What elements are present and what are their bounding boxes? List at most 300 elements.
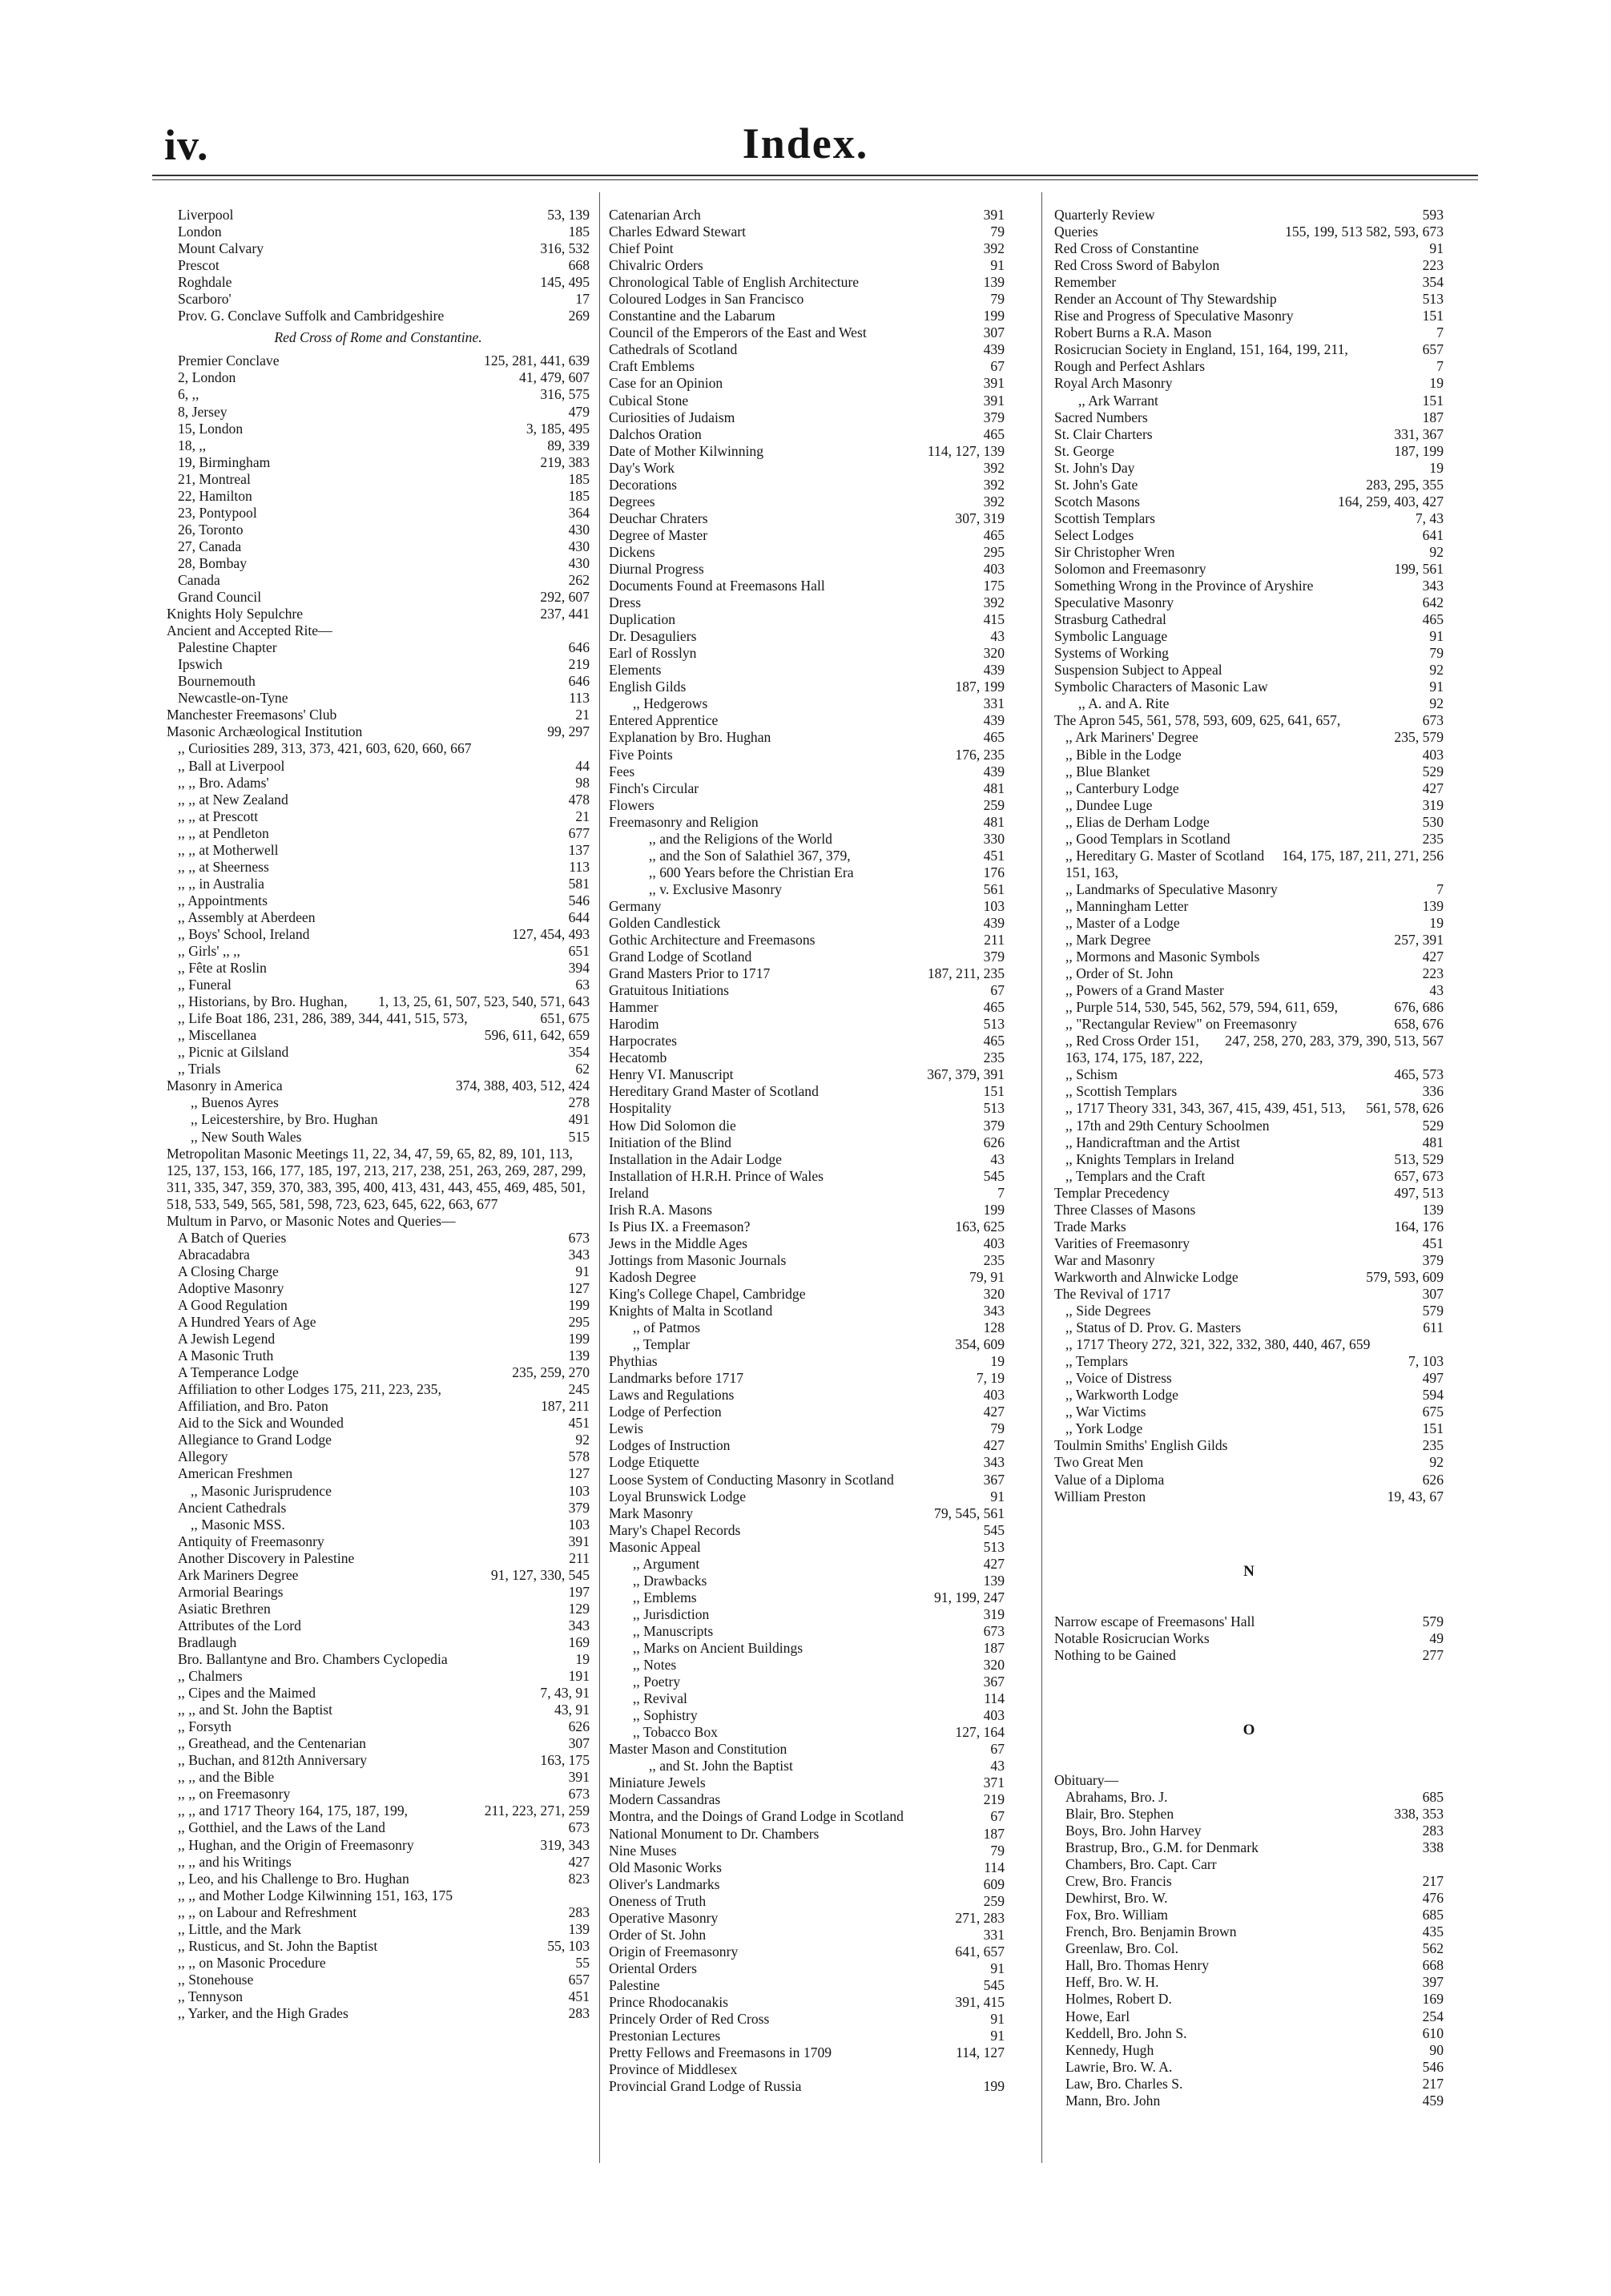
entry-title: Fox, Bro. William [1065, 1907, 1168, 1923]
entry-pages: 626 [568, 1718, 590, 1735]
entry-pages: 7, 43 [1415, 510, 1444, 526]
entry-title: Scarboro' [178, 291, 232, 308]
entry-pages: 374, 388, 403, 512, 424 [455, 1078, 590, 1094]
entry-pages: 211 [984, 932, 1005, 949]
index-entry [167, 1819, 590, 1836]
entry-pages: 211, 223, 271, 259 [484, 1803, 590, 1819]
entry-pages: 343 [983, 1454, 1005, 1471]
index-entry [167, 505, 590, 522]
entry-pages: 658, 676 [1394, 1016, 1444, 1033]
entry-title: ,, "Rectangular Review" on Freemasonry [1065, 1016, 1297, 1033]
entry-pages: 330 [983, 830, 1005, 847]
entry-title: ,, Greathead, and the Centenarian [178, 1735, 366, 1752]
index-entry [167, 960, 590, 977]
entry-title: Lewis [609, 1420, 643, 1437]
entry-title: Henry VI. Manuscript [609, 1066, 734, 1083]
entry-title: Rise and Progress of Speculative Masonry [1054, 308, 1294, 324]
entry-title: St. George [1054, 442, 1114, 459]
entry-title: Red Cross of Constantine [1054, 240, 1199, 257]
entry-title: Harodim [609, 1016, 659, 1033]
index-entry [609, 1640, 1005, 1657]
entry-title: Old Masonic Works [609, 1859, 722, 1875]
index-entry [167, 1010, 590, 1027]
index-entry [609, 1707, 1005, 1724]
entry-pages: 439 [983, 914, 1005, 931]
entry-title: ,, Scottish Templars [1065, 1083, 1178, 1100]
index-entry [1054, 1336, 1444, 1353]
entry-title: A Temperance Lodge [178, 1364, 299, 1381]
index-entry [609, 291, 1005, 308]
index-entry [609, 426, 1005, 443]
index-entry [1054, 932, 1444, 949]
index-entry [609, 358, 1005, 375]
entry-pages: 199 [983, 308, 1005, 324]
entry-title: Deuchar Chraters [609, 510, 708, 526]
entry-pages: 67 [990, 1741, 1005, 1758]
entry-pages: 55 [575, 1954, 590, 1971]
index-entry [609, 1218, 1005, 1235]
index-entry [167, 308, 590, 324]
entry-title: Mary's Chapel Records [609, 1521, 741, 1538]
index-entry [609, 915, 1005, 932]
entry-title: Sacred Numbers [1054, 409, 1148, 425]
entry-title: ,, Purple 514, 530, 545, 562, 579, 594, 611, 659, [1065, 999, 1338, 1016]
entry-title: Allegory [178, 1448, 228, 1465]
index-entry [1054, 747, 1444, 763]
entry-title: Prov. G. Conclave Suffolk and Cambridgeshire [178, 308, 445, 324]
index-entry [609, 324, 1005, 341]
entry-pages: 530 [1422, 813, 1444, 830]
index-entry [1054, 561, 1444, 578]
entry-title: Landmarks before 1717 [609, 1370, 744, 1387]
entry-pages: 43 [990, 628, 1005, 645]
entry-title: ,, Knights Templars in Ireland [1065, 1150, 1234, 1167]
entry-title: 22, Hamilton [178, 487, 252, 504]
entry-title: Five Points [609, 746, 673, 763]
entry-title: St. John's Day [1054, 459, 1135, 476]
index-entry [167, 1550, 590, 1567]
index-entry [167, 639, 590, 656]
index-entry [609, 1556, 1005, 1573]
entry-pages: 439 [983, 341, 1005, 358]
entry-pages: 92 [1429, 1454, 1444, 1471]
index-entry [609, 797, 1005, 814]
entry-title: ,, ,, and his Writings [178, 1853, 292, 1870]
index-entry [609, 999, 1005, 1016]
entry-title: Grand Lodge of Scotland [609, 949, 752, 965]
index-entry [167, 386, 590, 403]
index-entry [167, 1213, 590, 1230]
entry-pages: 646 [568, 673, 590, 690]
entry-title: Bournemouth [178, 673, 256, 690]
entry-title: ,, ,, at Pendleton [178, 824, 269, 841]
entry-pages: 99, 297 [547, 723, 590, 740]
entry-title: St. Clair Charters [1054, 425, 1153, 442]
entry-pages: 497, 513 [1394, 1184, 1444, 1201]
entry-pages: 19 [1429, 914, 1444, 931]
entry-pages: 392 [983, 493, 1005, 510]
entry-pages: 397 [1422, 1974, 1444, 1991]
entry-title: Attributes of the Lord [178, 1617, 301, 1633]
index-entry [167, 1871, 590, 1887]
index-entry [609, 1235, 1005, 1252]
entry-pages: 379 [983, 409, 1005, 425]
entry-title: ,, Templars [1065, 1353, 1129, 1370]
index-entry [167, 224, 590, 240]
entry-pages: 41, 479, 607 [519, 369, 590, 386]
index-entry [167, 758, 590, 775]
entry-pages: 651 [568, 943, 590, 960]
index-entry [1054, 493, 1444, 510]
entry-title: Asiatic Brethren [178, 1600, 271, 1617]
index-entry [167, 240, 590, 257]
entry-title: Allegiance to Grand Lodge [178, 1432, 332, 1448]
index-entry [609, 1134, 1005, 1151]
entry-title: Antiquity of Freemasonry [178, 1533, 324, 1549]
index-entry [1054, 443, 1444, 460]
entry-pages: 331, 367 [1394, 425, 1444, 442]
index-entry [609, 1960, 1005, 1977]
entry-title: Masonic Archæological Institution [167, 723, 363, 740]
entry-pages: 562 [1422, 1940, 1444, 1957]
entry-pages: 19 [1429, 375, 1444, 392]
entry-pages: 320 [983, 1657, 1005, 1674]
entry-title: Origin of Freemasonry [609, 1943, 739, 1960]
entry-pages: 49 [1429, 1629, 1444, 1646]
entry-title: ,, Master of a Lodge [1065, 914, 1180, 931]
entry-title: Ireland [609, 1184, 649, 1201]
entry-pages: 151 [1422, 308, 1444, 324]
entry-pages: 7, 43, 91 [540, 1685, 590, 1702]
index-entry [167, 1061, 590, 1078]
entry-title: Knights of Malta in Scotland [609, 1303, 773, 1319]
index-entry [609, 375, 1005, 392]
entry-title: ,, Masonic MSS. [191, 1516, 285, 1533]
index-entry [1054, 1488, 1444, 1505]
entry-pages: 176 [983, 864, 1005, 880]
entry-title: ,, Sophistry [633, 1707, 698, 1724]
entry-pages: 307 [1422, 1286, 1444, 1302]
entry-pages: 561 [983, 880, 1005, 897]
entry-pages: 237, 441 [540, 606, 590, 622]
index-entry [1054, 982, 1444, 999]
index-entry [609, 1724, 1005, 1741]
index-entry [167, 1837, 590, 1854]
index-entry [609, 1488, 1005, 1505]
entry-pages: 19 [990, 1353, 1005, 1370]
entry-pages: 451 [983, 847, 1005, 864]
entry-pages: 79 [990, 291, 1005, 308]
entry-pages: 7 [997, 1184, 1005, 1201]
entry-pages: 254 [1422, 2008, 1444, 2024]
entry-title: ,, Side Degrees [1065, 1303, 1151, 1319]
entry-pages: 98 [575, 774, 590, 791]
entry-title: ,, Templars and the Craft [1065, 1167, 1206, 1184]
entry-title: Speculative Masonry [1054, 594, 1174, 611]
entry-title: A Good Regulation [178, 1297, 288, 1313]
entry-pages: 451 [568, 1415, 590, 1432]
entry-pages: 283 [1422, 1822, 1444, 1839]
index-entry [167, 993, 590, 1010]
entry-pages: 91, 127, 330, 545 [490, 1566, 590, 1583]
entry-title: Degrees [609, 493, 655, 510]
entry-title: Charles Edward Stewart [609, 224, 746, 240]
entry-title: ,, Curiosities 289, 313, 373, 421, 603, 620, 660, 667 [178, 740, 472, 757]
entry-title: A Hundred Years of Age [178, 1314, 316, 1331]
entry-title: ,, Poetry [633, 1674, 681, 1690]
entry-pages: 219, 383 [540, 453, 590, 470]
entry-title: Diurnal Progress [609, 560, 704, 577]
entry-pages: 392 [983, 459, 1005, 476]
entry-pages: 392 [983, 594, 1005, 611]
entry-pages: 185 [568, 224, 590, 240]
entry-pages: 579, 593, 609 [1366, 1268, 1444, 1285]
entry-title: Multum in Parvo, or Masonic Notes and Queries— [167, 1212, 456, 1229]
index-entry [167, 1364, 590, 1381]
entry-title: Roghdale [178, 274, 232, 291]
index-entry [167, 1331, 590, 1347]
entry-pages: 292, 607 [540, 589, 590, 606]
index-entry [167, 1314, 590, 1331]
entry-title: Symbolic Characters of Masonic Law [1054, 679, 1268, 695]
entry-title: ,, Fête at Roslin [178, 960, 267, 977]
entry-title: Solomon and Freemasonry [1054, 560, 1206, 577]
index-entry [1054, 679, 1444, 695]
entry-title: Phythias [609, 1353, 658, 1370]
entry-title: ,, Schism [1065, 1066, 1118, 1083]
index-entry [1054, 1772, 1444, 1789]
entry-title: Grand Masters Prior to 1717 [609, 965, 771, 982]
index-entry [609, 1472, 1005, 1488]
index-entry [609, 240, 1005, 257]
entry-title: ,, 600 Years before the Christian Era [649, 864, 854, 880]
entry-title: 26, Toronto [178, 521, 244, 538]
entry-pages: 185 [568, 487, 590, 504]
entry-title: Heff, Bro. W. H. [1065, 1974, 1159, 1991]
index-entry [609, 1353, 1005, 1370]
entry-pages: 609 [983, 1875, 1005, 1892]
entry-title: Laws and Regulations [609, 1387, 735, 1404]
entry-pages: 415 [983, 611, 1005, 628]
index-entry [609, 257, 1005, 274]
entry-pages: 391, 415 [955, 1993, 1005, 2010]
entry-title: Oneness of Truth [609, 1892, 707, 1909]
entry-pages: 354, 609 [955, 1336, 1005, 1353]
entry-title: ,, Warkworth Lodge [1065, 1387, 1178, 1404]
index-entry [609, 1066, 1005, 1083]
entry-pages: 491 [568, 1111, 590, 1128]
entry-pages: 316, 575 [540, 386, 590, 403]
index-entry [167, 352, 590, 369]
entry-pages: 546 [1422, 2058, 1444, 2075]
entry-pages: 465 [983, 999, 1005, 1016]
entry-title: The Revival of 1717 [1054, 1286, 1171, 1302]
entry-title: Quarterly Review [1054, 207, 1155, 223]
entry-pages: 21 [575, 808, 590, 824]
entry-title: Bro. Ballantyne and Bro. Chambers Cyclopedia [178, 1650, 448, 1667]
entry-pages: 367 [983, 1471, 1005, 1488]
entry-title: ,, ,, at Sheerness [178, 858, 269, 875]
entry-title: Kennedy, Hugh [1065, 2041, 1154, 2058]
index-entry [167, 1718, 590, 1735]
entry-title: London [178, 224, 222, 240]
entry-pages: 343 [983, 1303, 1005, 1319]
entry-title: Another Discovery in Palestine [178, 1549, 355, 1566]
index-entry [1054, 729, 1444, 746]
index-entry [167, 1129, 590, 1146]
entry-title: Rosicrucian Society in England, 151, 164, 199, 211, [1054, 341, 1348, 358]
index-entry [1054, 477, 1444, 493]
index-entry [167, 522, 590, 538]
entry-pages: 320 [983, 645, 1005, 662]
entry-pages: 3, 185, 495 [526, 420, 590, 437]
index-entry [167, 1702, 590, 1718]
entry-pages: 392 [983, 476, 1005, 493]
entry-title: Province of Middlesex [609, 2061, 738, 2078]
entry-pages: 125, 281, 441, 639 [484, 352, 590, 369]
entry-title: Chivalric Orders [609, 257, 703, 274]
entry-title: ,, Tobacco Box [633, 1724, 718, 1741]
entry-title: ,, Landmarks of Speculative Masonry [1065, 880, 1278, 897]
index-entry [1054, 1839, 1444, 1856]
index-entry [1054, 1454, 1444, 1471]
entry-title: Craft Emblems [609, 358, 695, 375]
index-entry [1054, 611, 1444, 628]
entry-pages: 657, 673 [1394, 1167, 1444, 1184]
index-entry [1054, 324, 1444, 341]
entry-pages: 295 [983, 543, 1005, 560]
index-entry [167, 808, 590, 825]
entry-title: Affiliation to other Lodges 175, 211, 223, 235, [178, 1381, 441, 1398]
entry-title: Strasburg Cathedral [1054, 611, 1166, 628]
index-entry [609, 1791, 1005, 1808]
index-entry [167, 369, 590, 386]
entry-pages: 90 [1429, 2041, 1444, 2058]
index-entry [609, 1876, 1005, 1893]
entry-pages: 7, 19 [976, 1370, 1005, 1387]
entry-pages: 92 [1429, 543, 1444, 560]
entry-title: Liverpool [178, 207, 234, 223]
index-entry [167, 1938, 590, 1955]
index-entry [1054, 645, 1444, 662]
index-entry [167, 1078, 590, 1094]
entry-pages: 151 [1422, 392, 1444, 409]
index-entry [167, 1432, 590, 1448]
entry-pages: 235 [1422, 830, 1444, 847]
entry-title: Masonry in America [167, 1078, 283, 1094]
index-entry [167, 1448, 590, 1465]
index-entry [1054, 2008, 1444, 2025]
index-entry [1054, 1647, 1444, 1664]
index-entry [1054, 1353, 1444, 1370]
entry-title: A Batch of Queries [178, 1229, 287, 1246]
entry-pages: 235, 259, 270 [512, 1364, 590, 1381]
entry-title: Hereditary Grand Master of Scotland [609, 1083, 819, 1100]
entry-title: Select Lodges [1054, 526, 1134, 543]
entry-pages: 259 [983, 796, 1005, 813]
entry-pages: 673 [568, 1819, 590, 1836]
entry-pages: 513 [983, 1538, 1005, 1555]
entry-title: 23, Pontypool [178, 504, 257, 521]
index-entry [167, 1803, 590, 1819]
entry-title: ,, ,, and 1717 Theory 164, 175, 187, 199, [178, 1803, 409, 1819]
entry-pages: 545 [983, 1976, 1005, 1993]
index-entry [1054, 780, 1444, 797]
entry-pages: 113 [569, 690, 590, 707]
index-entry [609, 527, 1005, 544]
entry-title: Remember [1054, 274, 1117, 291]
index-entry [1054, 949, 1444, 965]
entry-title: ,, Life Boat 186, 231, 286, 389, 344, 441, 515, 573, [178, 1010, 468, 1027]
index-entry [1054, 763, 1444, 780]
index-entry [609, 628, 1005, 645]
index-entry [167, 1483, 590, 1500]
index-entry [1054, 1957, 1444, 1974]
entry-pages: 391 [983, 207, 1005, 223]
entry-pages: 657 [1422, 341, 1444, 358]
index-entry [167, 656, 590, 673]
entry-title: Finch's Circular [609, 779, 699, 796]
entry-pages: 79 [990, 1420, 1005, 1437]
entry-title: Trade Marks [1054, 1218, 1126, 1235]
entry-pages: 283 [568, 1903, 590, 1920]
entry-title: Mark Masonry [609, 1504, 694, 1521]
index-entry [609, 949, 1005, 965]
index-entry [1054, 274, 1444, 291]
entry-pages: 354 [568, 1044, 590, 1061]
entry-title: Cathedrals of Scotland [609, 341, 738, 358]
index-entry [1054, 578, 1444, 594]
entry-pages: 465 [983, 526, 1005, 543]
index-entry [609, 1336, 1005, 1353]
entry-title: Irish R.A. Masons [609, 1201, 713, 1218]
entry-pages: 338 [1422, 1839, 1444, 1856]
index-entry [1054, 1151, 1444, 1168]
entry-pages: 307 [568, 1735, 590, 1752]
index-entry [609, 747, 1005, 763]
entry-pages: 513 [983, 1100, 1005, 1117]
index-entry [609, 695, 1005, 712]
index-entry [167, 1465, 590, 1482]
entry-pages: 391 [568, 1769, 590, 1786]
entry-pages: 271, 283 [955, 1909, 1005, 1926]
entry-pages: 673 [1422, 712, 1444, 729]
index-entry [1054, 1202, 1444, 1218]
index-entry [609, 1505, 1005, 1522]
entry-pages: 129 [568, 1600, 590, 1617]
entry-title: ,, Leicestershire, by Bro. Hughan [191, 1111, 378, 1128]
entry-pages: 151 [1422, 1420, 1444, 1437]
entry-pages: 17 [575, 291, 590, 308]
entry-pages: 262 [568, 571, 590, 588]
entry-pages: 139 [983, 274, 1005, 291]
entry-title: Flowers [609, 796, 654, 813]
index-entry [167, 1398, 590, 1415]
entry-title: Miniature Jewels [609, 1774, 706, 1791]
entry-pages: 67 [990, 358, 1005, 375]
entry-title: Jottings from Masonic Journals [609, 1251, 787, 1268]
column-divider [599, 192, 600, 2163]
index-entry [1054, 1252, 1444, 1269]
entry-pages: 91 [990, 2011, 1005, 2028]
index-entry [167, 1735, 590, 1752]
index-entry [609, 1758, 1005, 1774]
entry-pages: 91 [1429, 628, 1444, 645]
index-entry [609, 2061, 1005, 2078]
entry-title: ,, ,, on Labour and Refreshment [178, 1903, 357, 1920]
entry-title: Case for an Opinion [609, 375, 723, 392]
index-entry [167, 876, 590, 892]
